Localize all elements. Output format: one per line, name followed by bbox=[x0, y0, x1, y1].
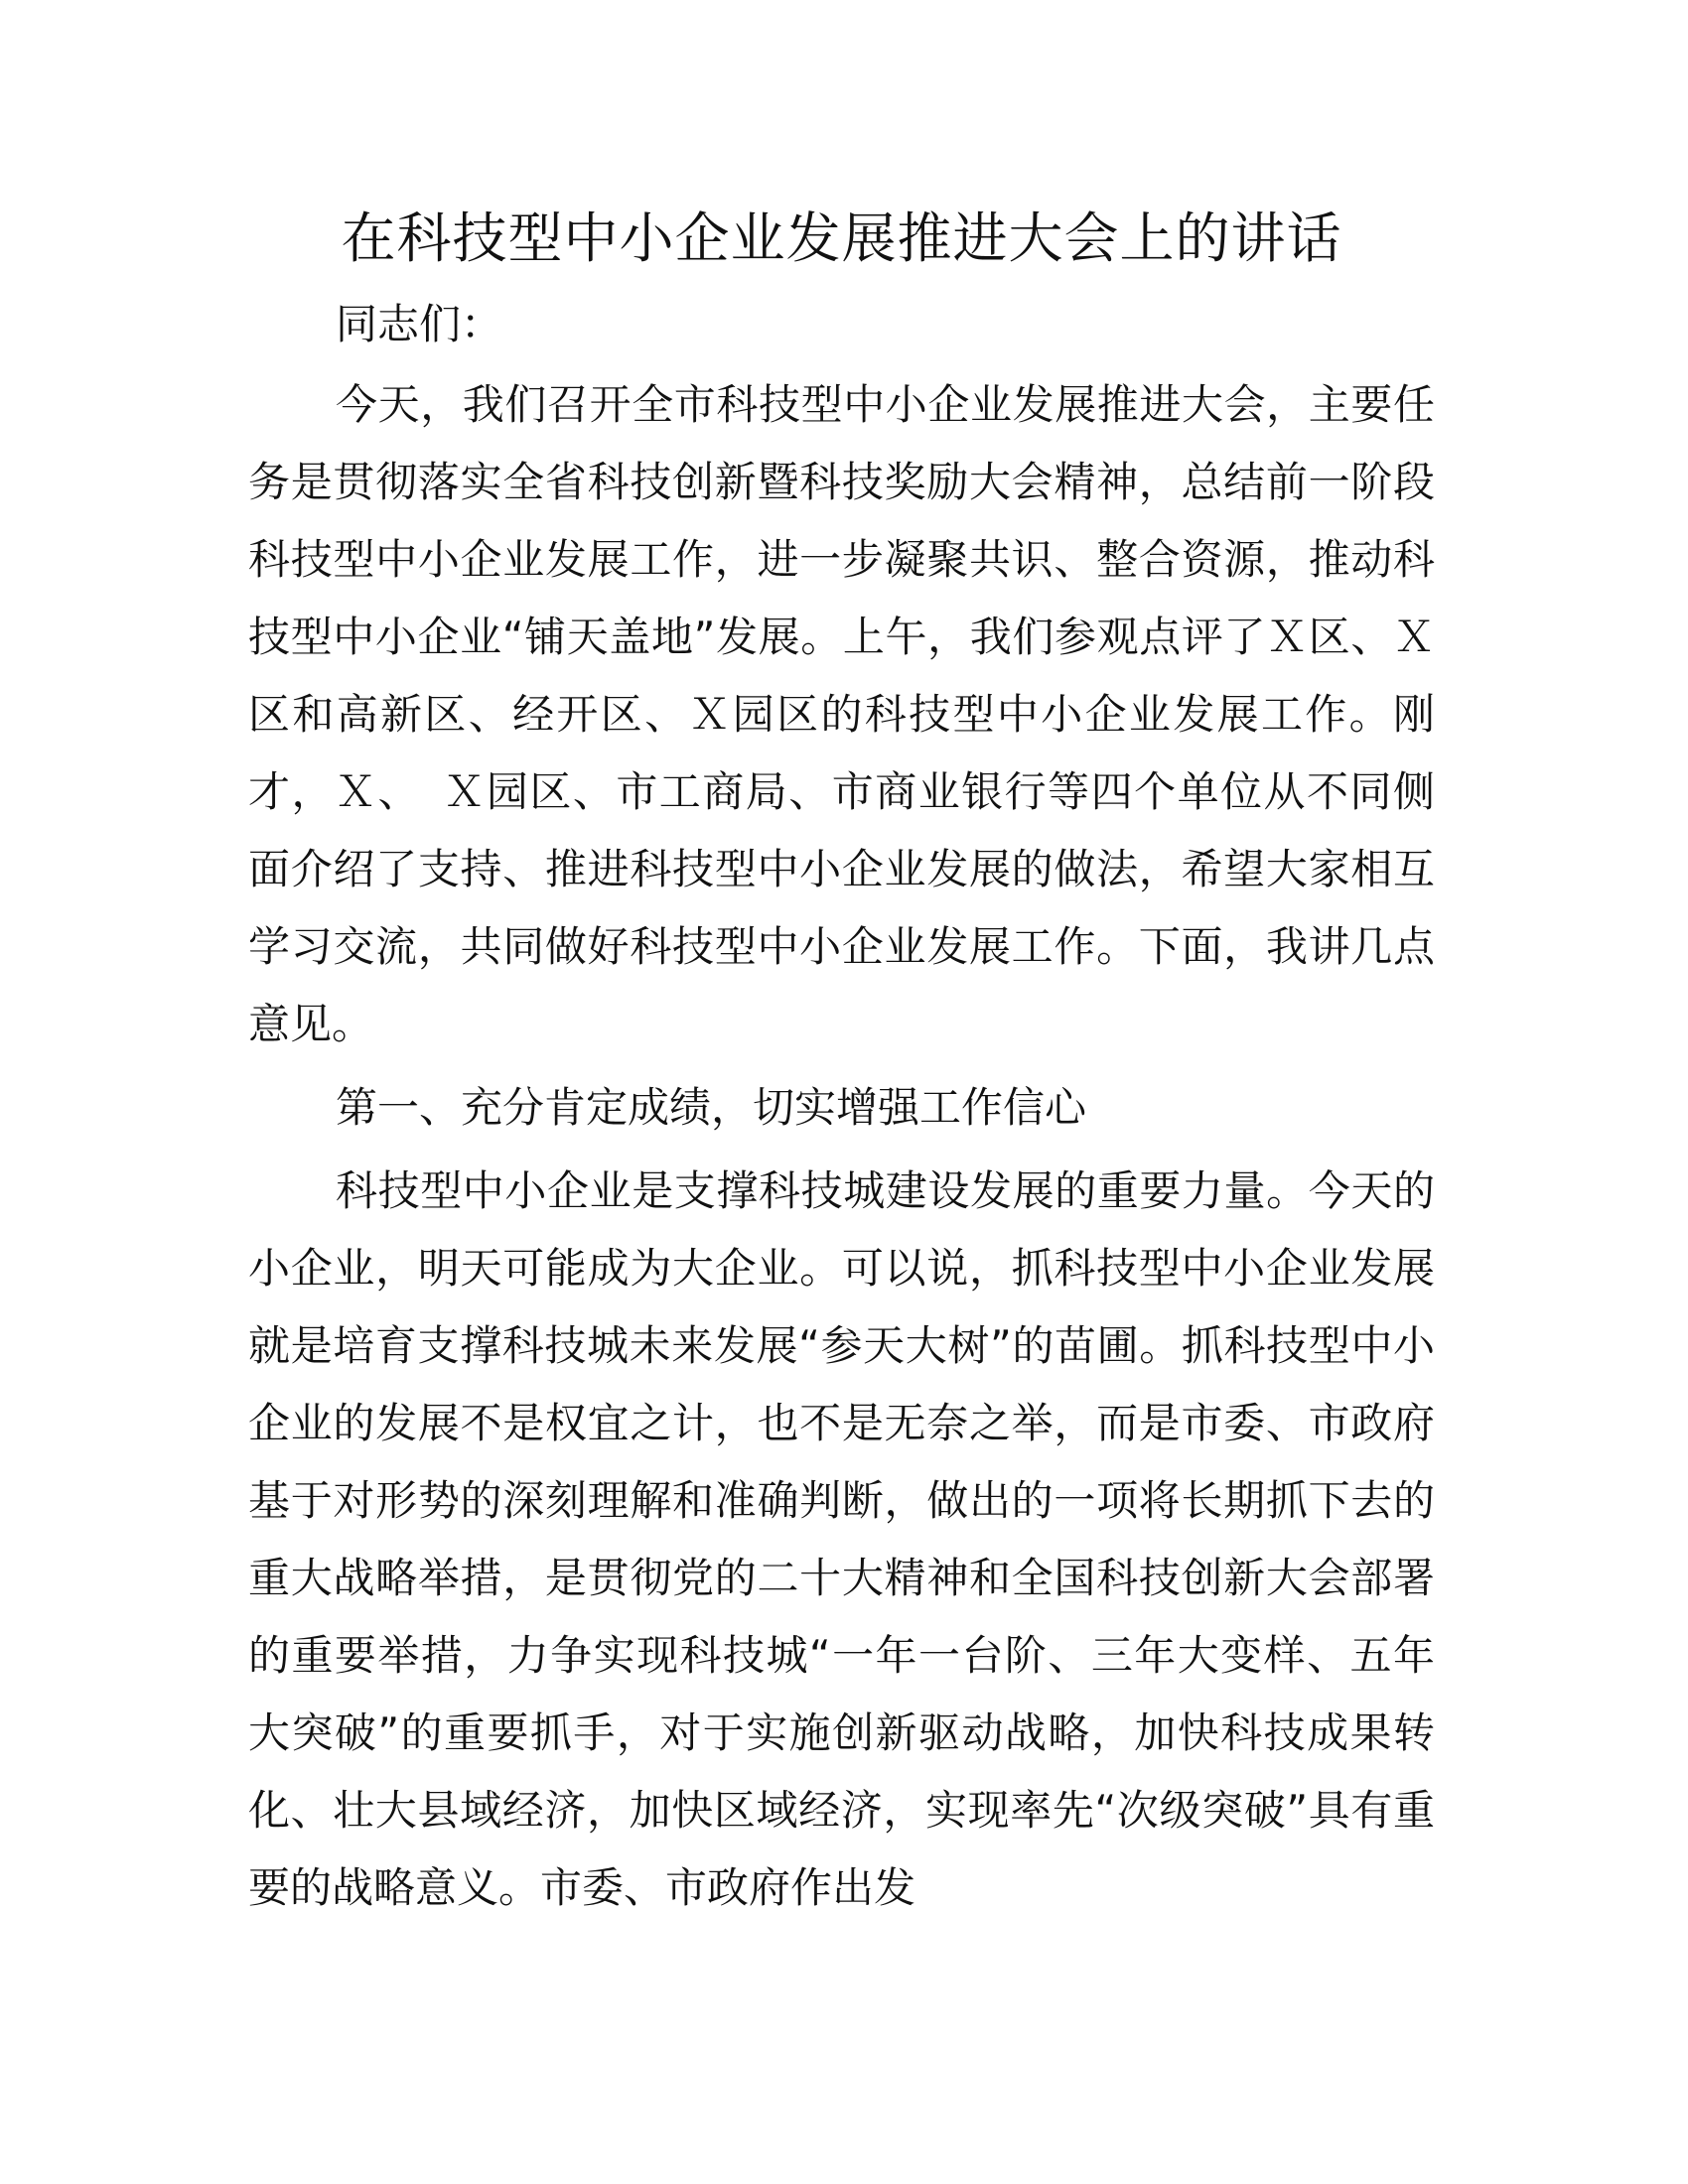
document-title: 在科技型中小企业发展推进大会上的讲话 bbox=[341, 206, 1342, 270]
paragraph-body-1: 科技型中小企业是支撑科技城建设发展的重要力量。今天的小企业，明天可能成为大企业。可以说，抓科技型中小企业发展就是培育支撑科技城未来发展“参天大树”的苗圃。抓科技型中小企业的发展不是权宜之计，也不是无奈之举，而是市委、市政府基于对形势的深刻理解和准确判断，做出的一项将长期抓下去的重大战略举措，是贯彻党的二十大精神和全国科技创新大会部署的重要举措，力争实现科技城“一年一台阶、三年大变样、五年大突破”的重要抓手，对于实施创新驱动战略，加快科技成果转化、壮大县域经济，加快区域经济，实现率先“次级突破”具有重要的战略意义。市委、市政府作出发 bbox=[248, 1166, 1435, 1912]
document-page bbox=[248, 194, 1435, 1927]
paragraph-intro: 今天，我们召开全市科技型中小企业发展推进大会，主要任务是贯彻落实全省科技创新暨科技奖励大会精神，总结前一阶段科技型中小企业发展工作，进一步凝聚共识、整合资源，推动科技型中小企业“铺天盖地”发展。上午，我们参观点评了Ｘ区、Ｘ区和高新区、经开区、Ｘ园区的科技型中小企业发展工作。刚才，Ｘ、 Ｘ园区、市工商局、市商业银行等四个单位从不同侧面介绍了支持、推进科技型中小企业发展的做法，希望大家相互学习交流，共同做好科技型中小企业发展工作。下面，我讲几点意见。 bbox=[248, 380, 1435, 1048]
section-heading-1: 第一、充分肯定成绩，切实增强工作信心 bbox=[336, 1083, 1087, 1132]
greeting-line: 同志们： bbox=[336, 300, 503, 348]
